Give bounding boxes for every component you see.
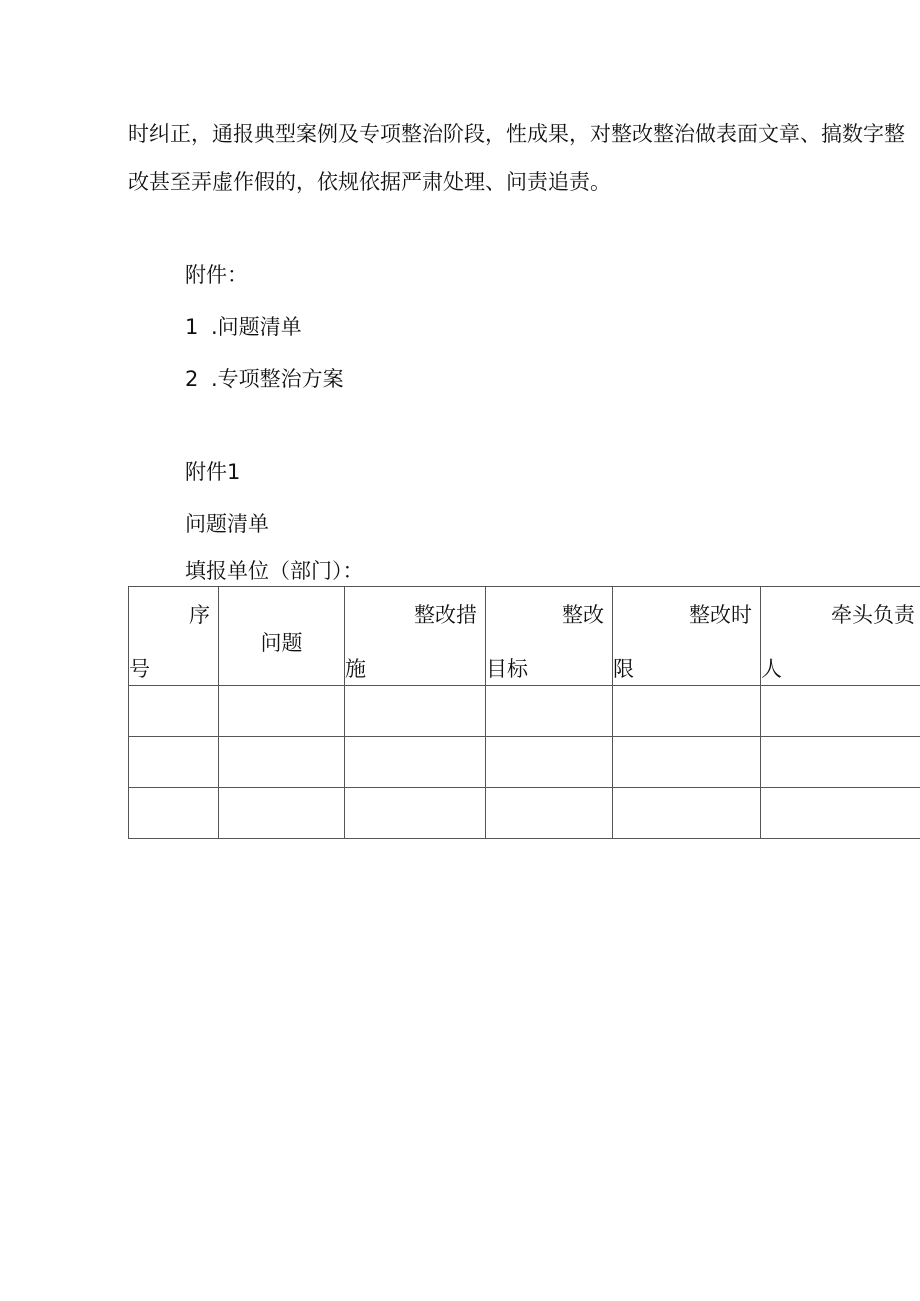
header-text-center: 问题 xyxy=(260,631,303,655)
header-cell-serial xyxy=(129,587,219,686)
table-cell[interactable] xyxy=(345,686,486,737)
header-cell-problem xyxy=(219,587,345,686)
paragraph-line-1: 时纠正，通报典型案例及专项整治阶段，性成果，对整改整治做表面文章、搞数字整 xyxy=(128,122,905,146)
attachments-heading: 附件： xyxy=(185,263,248,287)
attachment-item-number: 2 xyxy=(185,367,199,391)
table-cell[interactable] xyxy=(486,686,613,737)
header-cell-lead-person xyxy=(761,587,920,686)
problem-list-title: 问题清单 xyxy=(185,512,269,536)
header-text-bottom: 号 xyxy=(129,657,150,681)
header-cell-measures xyxy=(345,587,486,686)
table-cell[interactable] xyxy=(613,686,761,737)
header-text-bottom: 人 xyxy=(761,657,782,681)
table-cell[interactable] xyxy=(345,737,486,788)
header-text-top: 序 xyxy=(189,603,210,627)
table-cell[interactable] xyxy=(129,788,219,839)
header-text-bottom: 目标 xyxy=(486,657,528,681)
table-cell[interactable] xyxy=(129,686,219,737)
table-cell[interactable] xyxy=(761,737,920,788)
problem-list-table xyxy=(128,586,920,839)
header-text-top: 牵头负责 xyxy=(831,603,915,627)
attachment-1-label: 附件1 xyxy=(185,460,241,484)
table-header-row xyxy=(129,587,920,686)
table-cell[interactable] xyxy=(219,788,345,839)
header-text-bottom: 限 xyxy=(613,657,634,681)
attachment-item xyxy=(185,317,302,338)
table-cell[interactable] xyxy=(219,737,345,788)
table-row xyxy=(129,737,920,788)
table-cell[interactable] xyxy=(129,737,219,788)
attachment-item-number: 1 xyxy=(185,315,199,339)
header-text-bottom: 施 xyxy=(345,657,366,681)
paragraph-line-2: 改甚至弄虚作假的，依规依据严肃处理、问责追责。 xyxy=(128,170,611,194)
header-text-top: 整改 xyxy=(562,603,604,627)
attachment-item-label: .专项整治方案 xyxy=(211,367,344,391)
table-cell[interactable] xyxy=(486,788,613,839)
table-cell[interactable] xyxy=(613,788,761,839)
table-cell[interactable] xyxy=(761,788,920,839)
header-text-top: 整改措 xyxy=(414,603,477,627)
table-cell[interactable] xyxy=(219,686,345,737)
header-text-top: 整改时 xyxy=(689,603,752,627)
table-row xyxy=(129,686,920,737)
table-cell[interactable] xyxy=(345,788,486,839)
table-cell[interactable] xyxy=(613,737,761,788)
attachment-item xyxy=(185,369,344,390)
header-cell-goal xyxy=(486,587,613,686)
header-cell-deadline xyxy=(613,587,761,686)
table-row xyxy=(129,788,920,839)
table-cell[interactable] xyxy=(486,737,613,788)
attachment-item-label: .问题清单 xyxy=(211,315,302,339)
table-cell[interactable] xyxy=(761,686,920,737)
fill-unit-label: 填报单位（部门）： xyxy=(185,559,364,583)
